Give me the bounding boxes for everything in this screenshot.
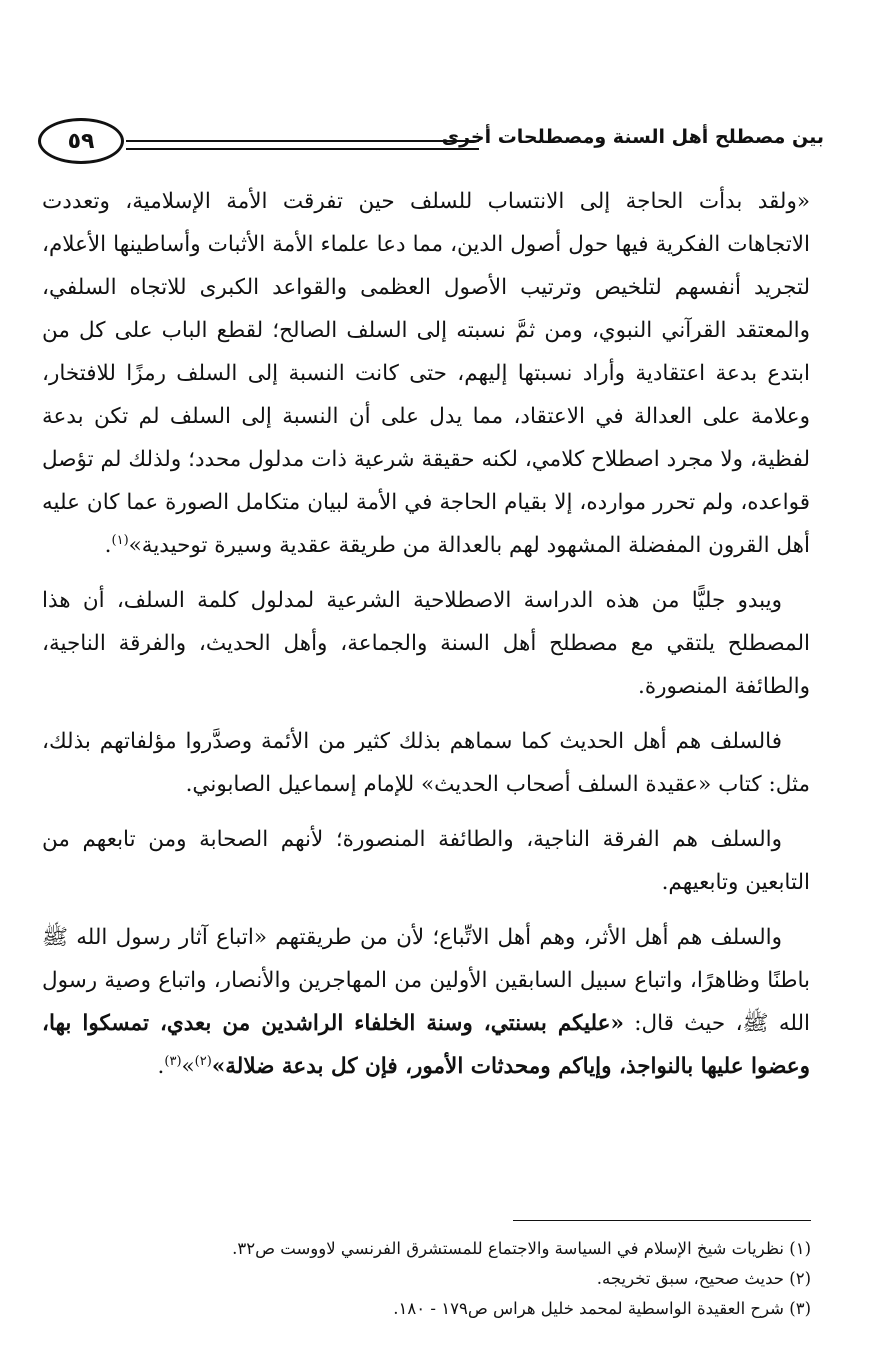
footnote-ref-1: (١)	[111, 532, 129, 548]
footnote-separator	[513, 1220, 811, 1221]
running-header	[38, 118, 824, 168]
paragraph-3-text: فالسلف هم أهل الحديث كما سماهم بذلك كثير من الأئمة وصدَّروا مؤلفاتهم بذلك، مثل: كتاب «عقيدة السلف أصحاب الحديث» للإمام إسماعيل الصابوني.	[42, 729, 810, 797]
paragraph-4-text: والسلف هم الفرقة الناجية، والطائفة المنصورة؛ لأنهم الصحابة ومن تابعهم من التابعين وتابعيهم.	[42, 827, 810, 895]
footnotes	[51, 1234, 811, 1324]
paragraph-4	[42, 818, 810, 904]
footnote-ref-2: (٢)	[194, 1053, 212, 1069]
closing-quote: »	[181, 1054, 195, 1079]
footnote-1: (١) نظريات شيخ الإسلام في السياسة والاجتماع للمستشرق الفرنسي لاووست ص٣٢.	[232, 1239, 811, 1258]
footnote-ref-3: (٣)	[164, 1053, 182, 1069]
paragraph-5	[42, 916, 810, 1088]
paragraph-1-text: «ولقد بدأت الحاجة إلى الانتساب للسلف حين تفرقت الأمة الإسلامية، وتعددت الاتجاهات الفكرية فيها حول أصول الدين، مما دعا علماء الأمة الأثبات وأساطينها الأعلام، لتجريد أنفسهم لتلخيص وترتيب الأصول العظمى والقواعد الكبرى للاتجاه السلفي، والمعتقد القرآني النبوي، ومن ثمَّ نسبته إلى السلف الصالح؛ لقطع الباب على كل من ابتدع بدعة اعتقادية وأراد نسبتها إليهم، حتى كانت النسبة إلى السلف رمزًا للافتخار، وعلامة على العدالة في الاعتقاد، مما يدل على أن النسبة إلى السلف لم تكن بدعة لفظية، ولا مجرد اصطلاح كلامي، لكنه حقيقة شرعية ذات مدلول محدد؛ ولذلك لم تؤصل قواعده، ولم تحرر موارده، إلا بقيام الحاجة في الأمة لبيان متكامل الصورة عما كان عليه أهل القرون المفضلة المشهود لهم بالعدالة من طريقة عقدية وسيرة توحيدية»	[42, 189, 810, 558]
page-number-oval	[38, 118, 124, 164]
paragraph-5-text: والسلف هم أهل الأثر، وهم أهل الاتِّباع؛ لأن من طريقتهم «اتباع آثار رسول الله ﷺ باطنًا وظاهرًا، واتباع سبيل السابقين الأولين من المهاجرين والأنصار، واتباع وصية رسول الله ﷺ، حيث قال:	[42, 925, 811, 1036]
hadith-quote: «عليكم بسنتي، وسنة الخلفاء الراشدين من بعدي، تمسكوا بها، وعضوا عليها بالنواجذ، وإياكم ومحدثات الأمور، فإن كل بدعة ضلالة»	[42, 1011, 810, 1079]
main-text	[42, 180, 810, 1100]
paragraph-5-tail: .	[157, 1054, 165, 1079]
footnote-2: (٢) حديث صحيح، سبق تخريجه.	[596, 1269, 811, 1288]
paragraph-2	[42, 579, 810, 708]
footnote-3: (٣) شرح العقيدة الواسطية لمحمد خليل هراس ص١٧٩ - ١٨٠.	[393, 1299, 811, 1318]
paragraph-3	[42, 720, 810, 806]
header-double-rule	[126, 140, 479, 150]
paragraph-2-text: ويبدو جليًّا من هذه الدراسة الاصطلاحية الشرعية لمدلول كلمة السلف، أن هذا المصطلح يلتقي مع مصطلح أهل السنة والجماعة، وأهل الحديث، والفرقة الناجية، والطائفة المنصورة.	[42, 588, 810, 699]
header-title: بين مصطلح أهل السنة ومصطلحات أخرى	[441, 126, 824, 148]
page-number: ٥٩	[67, 128, 95, 154]
paragraph-1	[42, 180, 810, 567]
paragraph-1-tail: .	[104, 533, 112, 558]
